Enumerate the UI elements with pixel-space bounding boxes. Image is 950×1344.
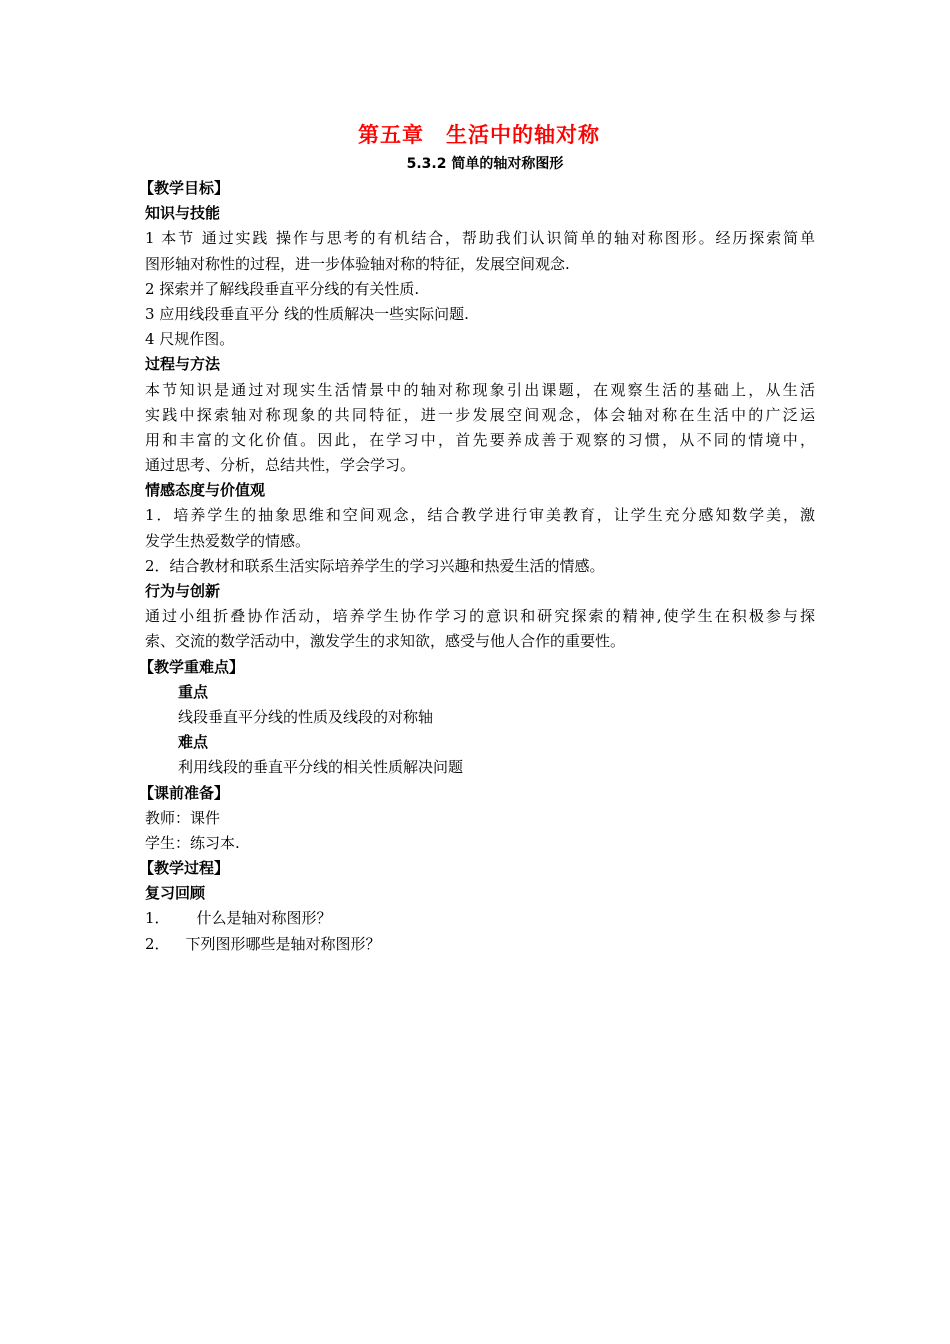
behavior-line-1: 通过小组折叠协作活动，培养学生协作学习的意识和研究探索的精神,使学生在积极参与探: [145, 607, 815, 626]
focus-text: 线段垂直平分线的性质及线段的对称轴: [178, 707, 434, 726]
review-question-1-text: 什么是轴对称图形？: [196, 909, 332, 928]
knowledge-item-1-line-2: 图形轴对称性的过程，进一步体验轴对称的特征，发展空间观念.: [145, 254, 570, 273]
behavior-line-2: 索、交流的数学活动中，激发学生的求知欲，感受与他人合作的重要性。: [145, 632, 626, 651]
knowledge-item-3: 3 应用线段垂直平分 线的性质解决一些实际问题.: [145, 304, 469, 323]
chapter-title: 第五章 生活中的轴对称: [358, 123, 600, 147]
process-method-line-1: 本节知识是通过对现实生活情景中的轴对称现象引出课题，在观察生活的基础上，从生活: [145, 380, 815, 399]
process-method-line-3: 用和丰富的文化价值。因此，在学习中，首先要养成善于观察的习惯，从不同的情境中，: [145, 430, 815, 449]
knowledge-item-4: 4 尺规作图。: [145, 330, 235, 349]
preparation-heading: 【课前准备】: [139, 783, 230, 802]
review-question-1-number: 1．: [145, 909, 170, 928]
focus-heading: 重点: [178, 682, 209, 701]
preparation-student: 学生：练习本.: [145, 833, 240, 852]
key-points-heading: 【教学重难点】: [139, 657, 245, 676]
review-question-1: [145, 906, 815, 931]
lesson-subtitle: 5.3.2 简单的轴对称图形: [406, 156, 564, 172]
process-method-line-4: 通过思考、分析，总结共性，学会学习。: [145, 456, 416, 475]
difficulty-heading: 难点: [178, 733, 209, 752]
difficulty-text: 利用线段的垂直平分线的相关性质解决问题: [178, 758, 464, 777]
review-question-2-text: 下列图形哪些是轴对称图形？: [185, 934, 381, 953]
process-method-line-2: 实践中探索轴对称现象的共同特征，进一步发展空间观念，体会轴对称在生活中的广泛运: [145, 405, 815, 424]
document-page: [139, 118, 815, 957]
review-question-2-number: 2．: [145, 934, 170, 953]
teaching-process-heading: 【教学过程】: [139, 859, 230, 878]
behavior-heading: 行为与创新: [145, 582, 221, 600]
knowledge-item-1-line-1: 1 本节 通过实践 操作与思考的有机结合，帮助我们认识简单的轴对称图形。经历探索简单: [145, 229, 815, 248]
knowledge-item-2: 2 探索并了解线段垂直平分线的有关性质.: [145, 279, 420, 298]
attitude-item-1-line-2: 发学生热爱数学的情感。: [145, 531, 311, 550]
knowledge-heading: 知识与技能: [145, 204, 221, 223]
review-heading: 复习回顾: [145, 884, 206, 903]
preparation-teacher: 教师：课件: [145, 808, 221, 827]
attitude-item-1-line-1: 1．培养学生的抽象思维和空间观念，结合教学进行审美教育，让学生充分感知数学美，激: [145, 506, 815, 525]
process-method-heading: 过程与方法: [145, 355, 221, 374]
review-question-2: [145, 932, 815, 957]
attitude-item-2: 2．结合教材和联系生活实际培养学生的学习兴趣和热爱生活的情感。: [145, 556, 605, 575]
goals-heading: 【教学目标】: [139, 179, 230, 197]
attitude-heading: 情感态度与价值观: [145, 481, 266, 500]
